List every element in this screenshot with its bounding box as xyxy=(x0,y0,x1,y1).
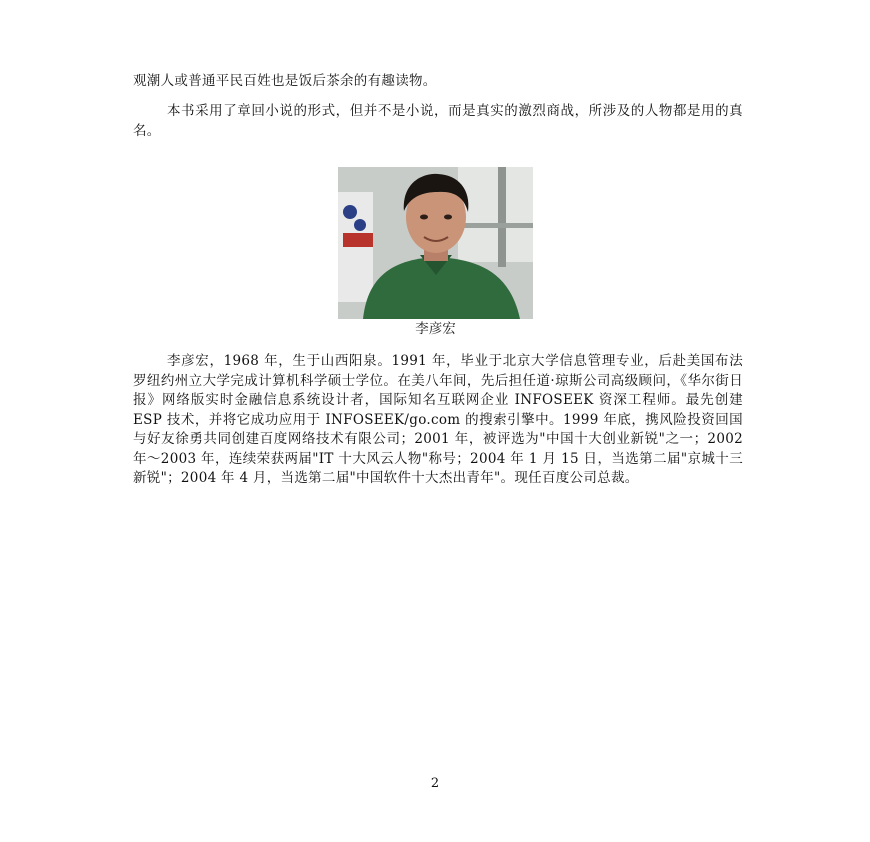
paragraph-intro-tail: 观潮人或普通平民百姓也是饭后茶余的有趣读物。 xyxy=(133,73,437,89)
paragraph-biography: 李彦宏，1968 年，生于山西阳泉。1991 年，毕业于北京大学信息管理专业，后赴美国布法罗纽约州立大学完成计算机科学硕士学位。在美八年间，先后担任道·琼斯公司高级顾问，《华尔街日报》网络版实时金融信息系统设计者，国际知名互联网企业 INFOSEEK 资深工程师。最先创建 ESP 技术，并将它成功应用于 INFOSEEK/go.com 的搜索引擎中。1999 年底，携风险投资回国与好友徐勇共同创建百度网络技术有限公司；2001 年，被评选为"中国十大创业新锐"之一；2002 年～2003 年，连续荣获两届"IT 十大风云人物"称号；2004 年 1 月 15 日，当选第二届"京城十三新锐"；2004 年 4 月，当选第二届"中国软件十大杰出青年"。现任百度公司总裁。 xyxy=(133,353,743,486)
portrait-photo xyxy=(338,167,533,319)
paragraph-format-note: 本书采用了章回小说的形式，但并不是小说，而是真实的激烈商战，所涉及的人物都是用的真名。 xyxy=(133,103,743,139)
photo-caption: 李彦宏 xyxy=(415,321,456,337)
portrait-illustration xyxy=(338,167,533,319)
page-number: 2 xyxy=(430,776,440,791)
